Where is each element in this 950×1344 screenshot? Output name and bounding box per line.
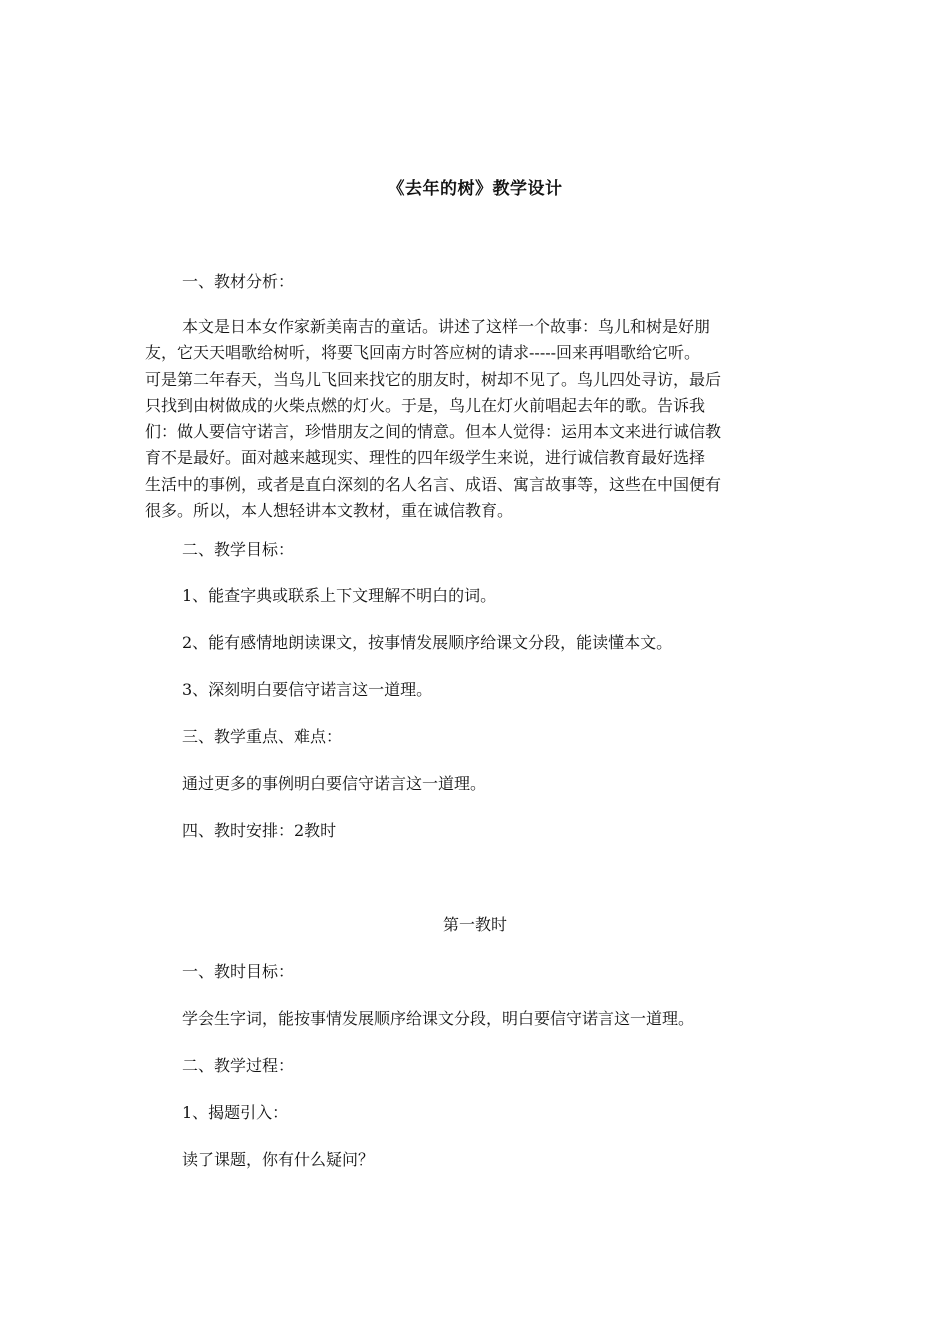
section-heading-schedule: 四、教时安排：2教时 xyxy=(182,821,337,840)
section-heading-teaching-process: 二、教学过程： xyxy=(182,1056,295,1075)
teaching-goal-item: 1、能查字典或联系上下文理解不明白的词。 xyxy=(182,586,497,605)
analysis-line: 只找到由树做成的火柴点燃的灯火。于是，鸟儿在灯火前唱起去年的歌。告诉我 xyxy=(145,395,706,415)
document-title: 《去年的树》教学设计 xyxy=(387,179,563,199)
analysis-line: 育不是最好。面对越来越现实、理性的四年级学生来说，进行诚信教育最好选择 xyxy=(145,448,706,468)
teaching-goal-item: 2、能有感情地朗读课文，按事情发展顺序给课文分段，能读懂本文。 xyxy=(182,633,673,652)
analysis-line: 可是第二年春天，当鸟儿飞回来找它的朋友时，树却不见了。鸟儿四处寻访，最后 xyxy=(145,369,722,389)
section-heading-key-points: 三、教学重点、难点： xyxy=(182,727,343,746)
analysis-line: 友，它天天唱歌给树听，将要飞回南方时答应树的请求-----回来再唱歌给它听。 xyxy=(145,343,701,363)
section-heading-material-analysis: 一、教材分析： xyxy=(182,272,295,291)
teaching-goal-item: 3、深刻明白要信守诺言这一道理。 xyxy=(182,680,433,699)
section-heading-teaching-goals: 二、教学目标： xyxy=(182,540,295,559)
analysis-line: 很多。所以，本人想轻讲本文教材，重在诚信教育。 xyxy=(145,501,514,521)
key-point-text: 通过更多的事例明白要信守诺言这一道理。 xyxy=(182,774,487,793)
lesson-heading: 第一教时 xyxy=(442,915,507,934)
analysis-line: 本文是日本女作家新美南吉的童话。讲述了这样一个故事：鸟儿和树是好朋 xyxy=(182,317,711,336)
process-step-heading: 1、揭题引入： xyxy=(182,1103,289,1122)
analysis-line: 生活中的事例，或者是直白深刻的名人名言、成语、寓言故事等，这些在中国便有 xyxy=(145,474,722,494)
section-heading-lesson-goals: 一、教时目标： xyxy=(182,962,295,981)
analysis-line: 们：做人要信守诺言，珍惜朋友之间的情意。但本人觉得：运用本文来进行诚信教 xyxy=(145,422,722,442)
analysis-paragraph xyxy=(145,314,810,524)
process-step-question: 读了课题，你有什么疑问？ xyxy=(182,1150,375,1169)
lesson-goal-text: 学会生字词，能按事情发展顺序给课文分段，明白要信守诺言这一道理。 xyxy=(182,1009,695,1028)
